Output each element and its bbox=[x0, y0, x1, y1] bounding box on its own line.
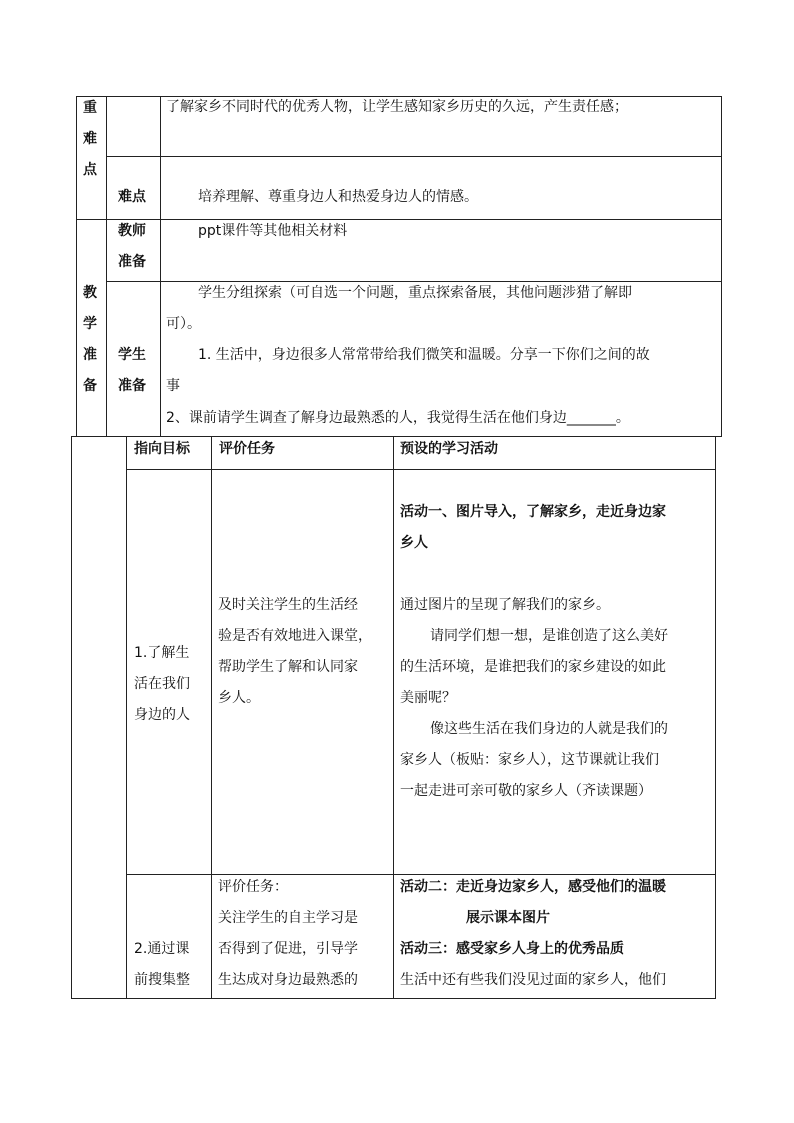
row1-goal-3: 身边的人 bbox=[134, 707, 190, 723]
row2-activity-line: 生活中还有些我们没见过面的家乡人，他们 bbox=[400, 972, 666, 988]
key-diff-label-2: 难 bbox=[83, 131, 97, 147]
row1-activity-title-2: 乡人 bbox=[400, 535, 428, 551]
row1-activity-line-6: 家乡人（板贴：家乡人），这节课就让我们 bbox=[400, 752, 659, 768]
header-task: 评价任务 bbox=[219, 441, 275, 457]
teacher-prep-label-2: 准备 bbox=[118, 254, 146, 270]
prep-label-2: 学 bbox=[83, 316, 97, 332]
prep-label-4: 备 bbox=[83, 378, 97, 394]
student-prep-label-1: 学生 bbox=[118, 347, 146, 363]
header-activity: 预设的学习活动 bbox=[400, 441, 498, 457]
row1-task-3: 帮助学生了解和认同家 bbox=[218, 659, 358, 675]
key-point-text: 了解家乡不同时代的优秀人物，让学生感知家乡历史的久远，产生责任感； bbox=[166, 99, 628, 115]
row2-task-4: 生达成对身边最熟悉的 bbox=[218, 972, 358, 988]
difficulty-label: 难点 bbox=[118, 189, 146, 205]
student-prep-line-5: 2、课前请学生调查了解身边最熟悉的人，我觉得生活在他们身边_______。 bbox=[166, 410, 630, 426]
row1-goal-2: 活在我们 bbox=[134, 676, 190, 692]
row2-activity-bold-1: 活动二：走近身边家乡人，感受他们的温暖 bbox=[400, 879, 666, 895]
student-prep-line-3: 1. 生活中，身边很多人常常带给我们微笑和温暖。分享一下你们之间的故 bbox=[198, 347, 650, 363]
row1-activity-line-4: 美丽呢？ bbox=[400, 690, 456, 706]
key-diff-label-1: 重 bbox=[83, 100, 97, 116]
row1-activity-line-5: 像这些生活在我们身边的人就是我们的 bbox=[430, 721, 668, 737]
difficulty-text: 培养理解、尊重身边人和热爱身边人的情感。 bbox=[198, 189, 478, 205]
prep-label-3: 准 bbox=[83, 347, 97, 363]
header-goal: 指向目标 bbox=[134, 441, 190, 457]
row2-goal-1: 2.通过课 bbox=[134, 941, 190, 957]
row1-task-4: 乡人。 bbox=[218, 690, 260, 706]
student-prep-line-1: 学生分组探索（可自选一个问题，重点探索备展，其他问题涉猎了解即 bbox=[198, 285, 632, 301]
key-diff-label-3: 点 bbox=[83, 162, 97, 178]
student-prep-line-2: 可）。 bbox=[166, 316, 201, 332]
row2-task-1: 评价任务： bbox=[218, 879, 288, 895]
row1-activity-title-1: 活动一、图片导入，了解家乡，走近身边家 bbox=[400, 504, 666, 520]
row1-activity-line-2: 请同学们想一想，是谁创造了这么美好 bbox=[430, 628, 668, 644]
teacher-prep-label-1: 教师 bbox=[118, 223, 146, 239]
row1-activity-line-3: 的生活环境，是谁把我们的家乡建设的如此 bbox=[400, 659, 666, 675]
student-prep-label-2: 准备 bbox=[118, 378, 146, 394]
row2-task-3: 否得到了促进，引导学 bbox=[218, 941, 358, 957]
row2-activity-bold-2: 展示课本图片 bbox=[466, 910, 550, 926]
row1-task-1: 及时关注学生的生活经 bbox=[218, 597, 358, 613]
row1-goal-1: 1.了解生 bbox=[134, 645, 190, 661]
prep-label-1: 教 bbox=[83, 285, 97, 301]
row2-task-2: 关注学生的自主学习是 bbox=[218, 910, 358, 926]
row1-activity-line-1: 通过图片的呈现了解我们的家乡。 bbox=[400, 597, 610, 613]
row2-goal-2: 前搜集整 bbox=[134, 972, 190, 988]
teacher-prep-text: ppt课件等其他相关材料 bbox=[198, 223, 348, 239]
row2-activity-bold-3: 活动三：感受家乡人身上的优秀品质 bbox=[400, 941, 624, 957]
student-prep-line-4: 事 bbox=[166, 378, 180, 394]
row1-activity-line-7: 一起走进可亲可敬的家乡人（齐读课题） bbox=[400, 783, 652, 799]
row1-task-2: 验是否有效地进入课堂， bbox=[218, 628, 372, 644]
